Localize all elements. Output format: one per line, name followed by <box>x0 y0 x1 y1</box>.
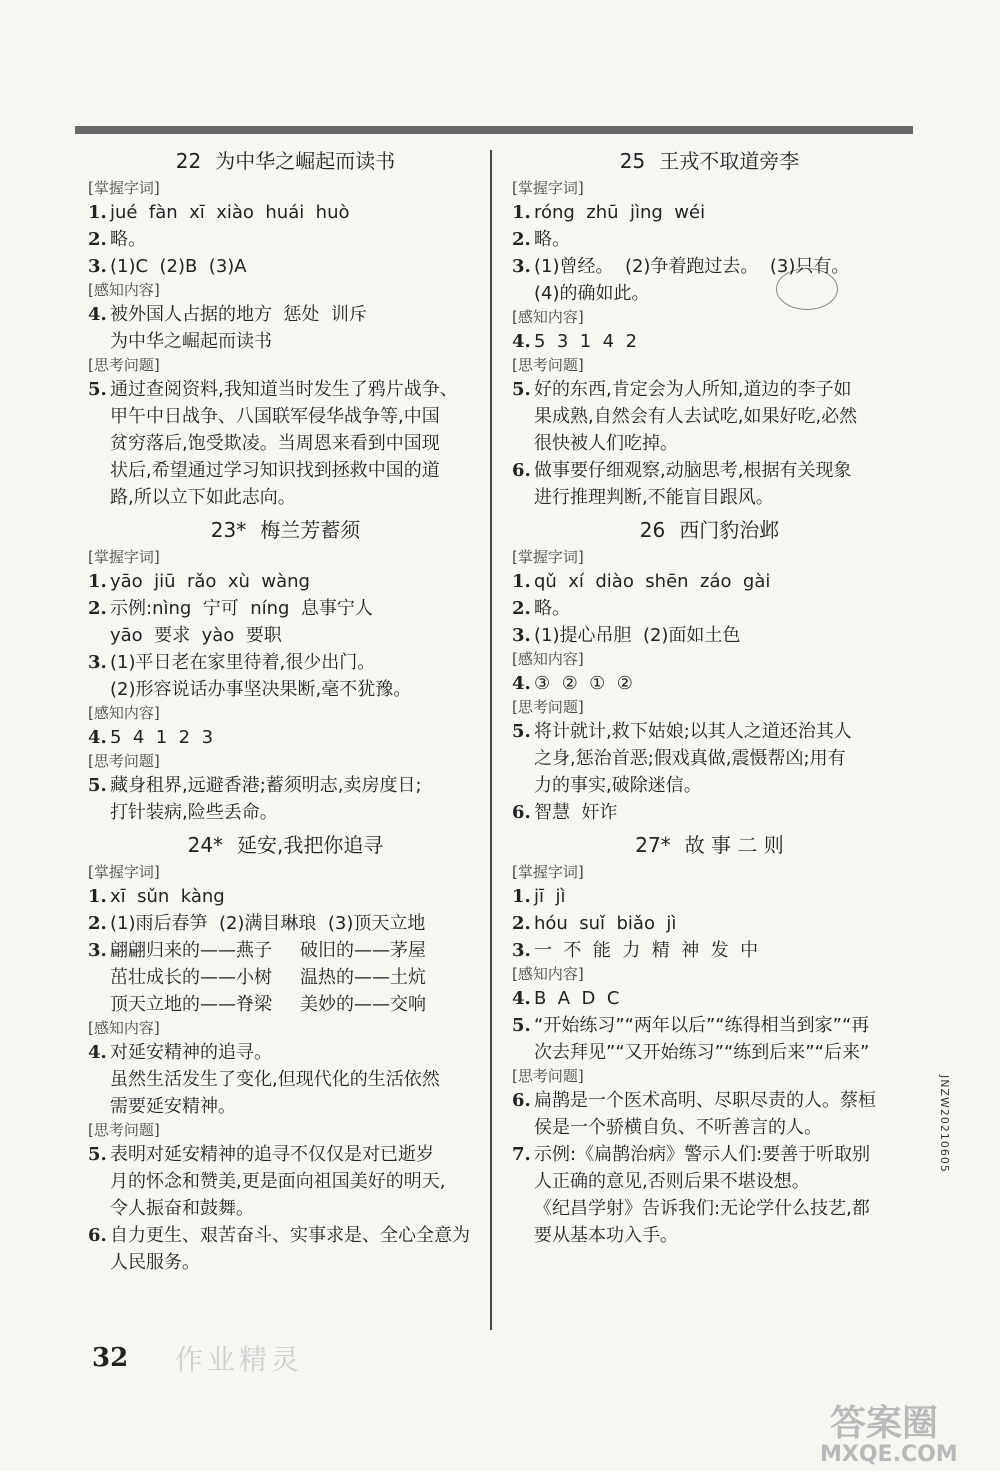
answer-lines <box>110 301 483 355</box>
answer-line: ③ ② ① ② <box>534 673 633 694</box>
answer-line: 令人振奋和鼓舞。 <box>110 1198 254 1219</box>
answer-lines <box>534 376 907 457</box>
item-number: 3. <box>512 256 531 277</box>
answer-line: 虽然生活发生了变化,但现代化的生活依然 <box>110 1069 440 1090</box>
answer-item <box>512 328 907 355</box>
answer-item <box>512 568 907 595</box>
answer-line: 示例:nìng 宁可 níng 息事宁人 <box>110 598 373 619</box>
pair-cell: 翩翩归来的——燕子 <box>110 940 272 961</box>
item-number: 6. <box>512 1090 531 1111</box>
section-label: [掌握字词] <box>512 548 584 566</box>
column-divider <box>490 150 492 1330</box>
lesson-block <box>512 515 907 826</box>
answer-line: 示例:《扁鹊治病》警示人们:要善于听取别 <box>534 1144 871 1165</box>
item-number: 5. <box>88 775 107 796</box>
item-number: 4. <box>88 1042 107 1063</box>
answer-line: qǔ xí diào shēn záo gài <box>534 571 771 592</box>
item-number: 5. <box>512 379 531 400</box>
answer-line: 智慧 奸诈 <box>534 802 618 823</box>
answer-lines <box>534 1012 907 1066</box>
answer-lines <box>534 1087 907 1141</box>
answer-line: 打针装病,险些丢命。 <box>110 802 278 823</box>
answer-item <box>512 1087 907 1141</box>
answer-lines <box>110 226 483 253</box>
item-number: 5. <box>512 721 531 742</box>
lesson-block <box>512 830 907 1249</box>
answer-item <box>512 595 907 622</box>
item-number: 4. <box>88 727 107 748</box>
answer-item <box>512 883 907 910</box>
answer-item <box>88 1039 483 1120</box>
item-number: 2. <box>88 229 107 250</box>
section-label: [感知内容] <box>512 650 584 668</box>
item-number: 3. <box>88 256 107 277</box>
answer-lines <box>534 718 907 799</box>
answer-item <box>512 799 907 826</box>
answer-item <box>512 910 907 937</box>
section-label: [感知内容] <box>512 308 584 326</box>
section-label: [思考问题] <box>88 752 160 770</box>
answer-line: yāo jiū rǎo xù wàng <box>110 571 310 592</box>
answer-lines <box>534 595 907 622</box>
item-number: 3. <box>88 940 107 961</box>
answer-line: 状后,希望通过学习知识找到拯救中国的道 <box>110 460 440 481</box>
item-number: 7. <box>512 1144 531 1165</box>
answer-line: 略。 <box>534 229 570 250</box>
answer-line: (1)曾经。 (2)争着跑过去。 (3)只有。 <box>534 256 850 277</box>
site-logo: 答案圈 <box>830 1403 939 1444</box>
answer-lines <box>534 568 907 595</box>
answer-line: 人民服务。 <box>110 1252 200 1273</box>
pair-cell: 茁壮成长的——小树 <box>110 967 272 988</box>
word-pairs <box>110 937 460 1018</box>
answer-item <box>88 1222 483 1276</box>
answer-item <box>512 1141 907 1249</box>
answer-lines <box>534 1141 907 1249</box>
item-number: 6. <box>512 802 531 823</box>
lesson-block <box>512 146 907 511</box>
lesson-name: 为中华之崛起而读书 <box>215 149 396 173</box>
pair-cell: 温热的——土炕 <box>300 967 426 988</box>
lesson-number: 26 <box>639 518 666 542</box>
lesson-number: 27* <box>635 833 671 857</box>
answer-lines <box>110 649 483 703</box>
item-number: 4. <box>88 304 107 325</box>
page-number: 32 <box>92 1343 129 1373</box>
item-number: 2. <box>512 598 531 619</box>
pair-cell: 美妙的——交响 <box>300 994 426 1015</box>
answer-lines <box>534 226 907 253</box>
answer-item <box>512 670 907 697</box>
top-rule <box>75 126 913 134</box>
answer-line: (1)提心吊胆 (2)面如土色 <box>534 625 741 646</box>
site-url: MXQE.COM <box>820 1442 958 1467</box>
section-label: [感知内容] <box>88 281 160 299</box>
section-label: [掌握字词] <box>88 548 160 566</box>
answer-line: 自力更生、艰苦奋斗、实事求是、全心全意为 <box>110 1225 470 1246</box>
watermark-text: 作业精灵 <box>175 1343 304 1376</box>
lesson-number: 24* <box>187 833 224 857</box>
answer-item <box>88 883 483 910</box>
lesson-block <box>88 146 483 511</box>
lesson-block <box>88 830 483 1276</box>
answer-line: 藏身租界,远避香港;蓄须明志,卖房度日; <box>110 775 422 796</box>
lesson-title <box>512 515 907 545</box>
lesson-title <box>512 146 907 176</box>
answer-line: 次去拜见”“又开始练习”“练到后来”“后来” <box>534 1042 870 1063</box>
section-label: [掌握字词] <box>88 179 160 197</box>
answer-lines <box>110 724 483 751</box>
lesson-title <box>88 830 483 860</box>
item-number: 5. <box>88 1144 107 1165</box>
answer-line: 之身,惩治首恶;假戏真做,震慑帮凶;用有 <box>534 748 846 769</box>
answer-item <box>88 199 483 226</box>
section-label: [感知内容] <box>512 965 584 983</box>
answer-line: 扁鹊是一个医术高明、尽职尽责的人。蔡桓 <box>534 1090 876 1111</box>
answer-lines <box>110 1141 483 1222</box>
lesson-name: 王戎不取道旁李 <box>659 149 800 173</box>
answer-line: 一 不 能 力 精 神 发 中 <box>534 940 759 961</box>
item-number: 1. <box>512 202 531 223</box>
lesson-title <box>88 515 483 545</box>
answer-line: 略。 <box>110 229 146 250</box>
lesson-name: 西门豹治邺 <box>679 518 780 542</box>
answer-lines <box>534 883 907 910</box>
answer-item <box>512 718 907 799</box>
answer-lines <box>534 328 907 355</box>
answer-lines <box>534 670 907 697</box>
lesson-number: 22 <box>175 149 202 173</box>
item-number: 2. <box>512 913 531 934</box>
answer-lines <box>110 595 483 649</box>
section-label: [感知内容] <box>88 704 160 722</box>
item-number: 1. <box>88 886 107 907</box>
answer-item <box>512 457 907 511</box>
answer-item <box>88 649 483 703</box>
item-number: 1. <box>88 202 107 223</box>
item-number: 5. <box>512 1015 531 1036</box>
lesson-name: 故 事 二 则 <box>684 833 784 857</box>
answer-line: 略。 <box>534 598 570 619</box>
answer-item <box>88 910 483 937</box>
answer-item <box>512 985 907 1012</box>
answer-line: 人正确的意见,否则后果不堪设想。 <box>534 1171 810 1192</box>
answer-item <box>88 301 483 355</box>
pair-cell: 顶天立地的——脊梁 <box>110 994 272 1015</box>
item-number: 4. <box>512 988 531 1009</box>
answer-lines <box>534 622 907 649</box>
lesson-number: 23* <box>210 518 247 542</box>
answer-line: jué fàn xī xiào huái huò <box>110 202 350 223</box>
item-number: 1. <box>512 886 531 907</box>
answer-lines <box>110 568 483 595</box>
answer-item <box>88 1141 483 1222</box>
section-label: [思考问题] <box>512 698 584 716</box>
answer-line: 甲午中日战争、八国联军侵华战争等,中国 <box>110 406 440 427</box>
answer-item <box>88 568 483 595</box>
item-number: 3. <box>512 940 531 961</box>
answer-line: hóu suǐ biǎo jì <box>534 913 677 934</box>
answer-lines <box>110 253 483 280</box>
answer-line: 力的事实,破除迷信。 <box>534 775 702 796</box>
answer-lines <box>534 253 907 307</box>
answer-item <box>512 226 907 253</box>
answer-line: 好的东西,肯定会为人所知,道边的李子如 <box>534 379 852 400</box>
lesson-block <box>88 515 483 826</box>
answer-line: yāo 要求 yào 要职 <box>110 625 282 646</box>
answer-line: (1)雨后春笋 (2)满目琳琅 (3)顶天立地 <box>110 913 426 934</box>
answer-lines <box>110 910 483 937</box>
answer-item <box>512 199 907 226</box>
left-column <box>88 146 483 1280</box>
answer-line: 5 4 1 2 3 <box>110 727 214 748</box>
answer-line: (2)形容说话办事坚决果断,毫不犹豫。 <box>110 679 412 700</box>
answer-line: 表明对延安精神的追寻不仅仅是对已逝岁 <box>110 1144 434 1165</box>
section-label: [思考问题] <box>512 1067 584 1085</box>
answer-line: (4)的确如此。 <box>534 283 650 304</box>
section-label: [掌握字词] <box>512 179 584 197</box>
answer-item <box>88 253 483 280</box>
answer-line: 为中华之崛起而读书 <box>110 331 272 352</box>
answer-lines <box>110 1039 483 1120</box>
item-number: 1. <box>88 571 107 592</box>
item-number: 3. <box>512 625 531 646</box>
answer-lines <box>110 199 483 226</box>
answer-line: 很快被人们吃掉。 <box>534 433 678 454</box>
answer-item <box>512 622 907 649</box>
answer-item <box>88 772 483 826</box>
answer-item <box>512 376 907 457</box>
item-number: 6. <box>512 460 531 481</box>
answer-lines <box>534 937 907 964</box>
answer-line: (1)平日老在家里待着,很少出门。 <box>110 652 376 673</box>
answer-line: xī sǔn kàng <box>110 886 225 907</box>
item-number: 2. <box>88 598 107 619</box>
answer-item <box>88 376 483 511</box>
answer-lines <box>110 1222 483 1276</box>
item-number: 2. <box>512 229 531 250</box>
lesson-number: 25 <box>619 149 646 173</box>
side-code: JNZW20210605 <box>938 1075 951 1173</box>
answer-item <box>512 253 907 307</box>
section-label: [感知内容] <box>88 1019 160 1037</box>
answer-lines <box>534 985 907 1012</box>
lesson-title <box>512 830 907 860</box>
answer-line: 侯是一个骄横自负、不听善言的人。 <box>534 1117 822 1138</box>
answer-line: 进行推理判断,不能盲目跟风。 <box>534 487 774 508</box>
item-number: 5. <box>88 379 107 400</box>
answer-line: 《纪昌学射》告诉我们:无论学什么技艺,都 <box>534 1198 870 1219</box>
answer-line: 将计就计,救下姑娘;以其人之道还治其人 <box>534 721 852 742</box>
lesson-name: 延安,我把你追寻 <box>237 833 384 857</box>
answer-lines <box>110 376 483 511</box>
answer-lines <box>534 799 907 826</box>
answer-line: 对延安精神的追寻。 <box>110 1042 272 1063</box>
answer-item <box>88 724 483 751</box>
pair-cell: 破旧的——茅屋 <box>300 940 426 961</box>
section-label: [掌握字词] <box>88 863 160 881</box>
answer-lines <box>534 910 907 937</box>
right-column <box>512 146 907 1253</box>
answer-item <box>88 226 483 253</box>
item-number: 1. <box>512 571 531 592</box>
answer-line: jī jì <box>534 886 566 907</box>
answer-line: 路,所以立下如此志向。 <box>110 487 296 508</box>
answer-lines <box>534 457 907 511</box>
lesson-name: 梅兰芳蓄须 <box>260 518 361 542</box>
answer-line: 5 3 1 4 2 <box>534 331 638 352</box>
answer-lines <box>534 199 907 226</box>
answer-line: (1)C (2)B (3)A <box>110 256 247 277</box>
item-number: 3. <box>88 652 107 673</box>
answer-line: 做事要仔细观察,动脑思考,根据有关现象 <box>534 460 852 481</box>
answer-line: 通过查阅资料,我知道当时发生了鸦片战争、 <box>110 379 458 400</box>
answer-item <box>88 595 483 649</box>
section-label: [思考问题] <box>512 356 584 374</box>
section-label: [思考问题] <box>88 1121 160 1139</box>
lesson-title <box>88 146 483 176</box>
item-number: 2. <box>88 913 107 934</box>
answer-item <box>512 1012 907 1066</box>
item-number: 6. <box>88 1225 107 1246</box>
answer-line: 被外国人占据的地方 惩处 训斥 <box>110 304 367 325</box>
answer-line: róng zhū jìng wéi <box>534 202 706 223</box>
answer-line: 贫穷落后,饱受欺凌。当周恩来看到中国现 <box>110 433 440 454</box>
section-label: [掌握字词] <box>512 863 584 881</box>
answer-line: 果成熟,自然会有人去试吃,如果好吃,必然 <box>534 406 858 427</box>
answer-line: 要从基本功入手。 <box>534 1225 678 1246</box>
item-number: 4. <box>512 331 531 352</box>
answer-item <box>88 937 483 1018</box>
section-label: [思考问题] <box>88 356 160 374</box>
answer-item <box>512 937 907 964</box>
answer-line: 需要延安精神。 <box>110 1096 236 1117</box>
answer-lines <box>110 883 483 910</box>
answer-line: B A D C <box>534 988 620 1009</box>
answer-lines <box>110 772 483 826</box>
answer-line: 月的怀念和赞美,更是面向祖国美好的明天, <box>110 1171 446 1192</box>
answer-line: “开始练习”“两年以后”“练得相当到家”“再 <box>534 1015 870 1036</box>
item-number: 4. <box>512 673 531 694</box>
